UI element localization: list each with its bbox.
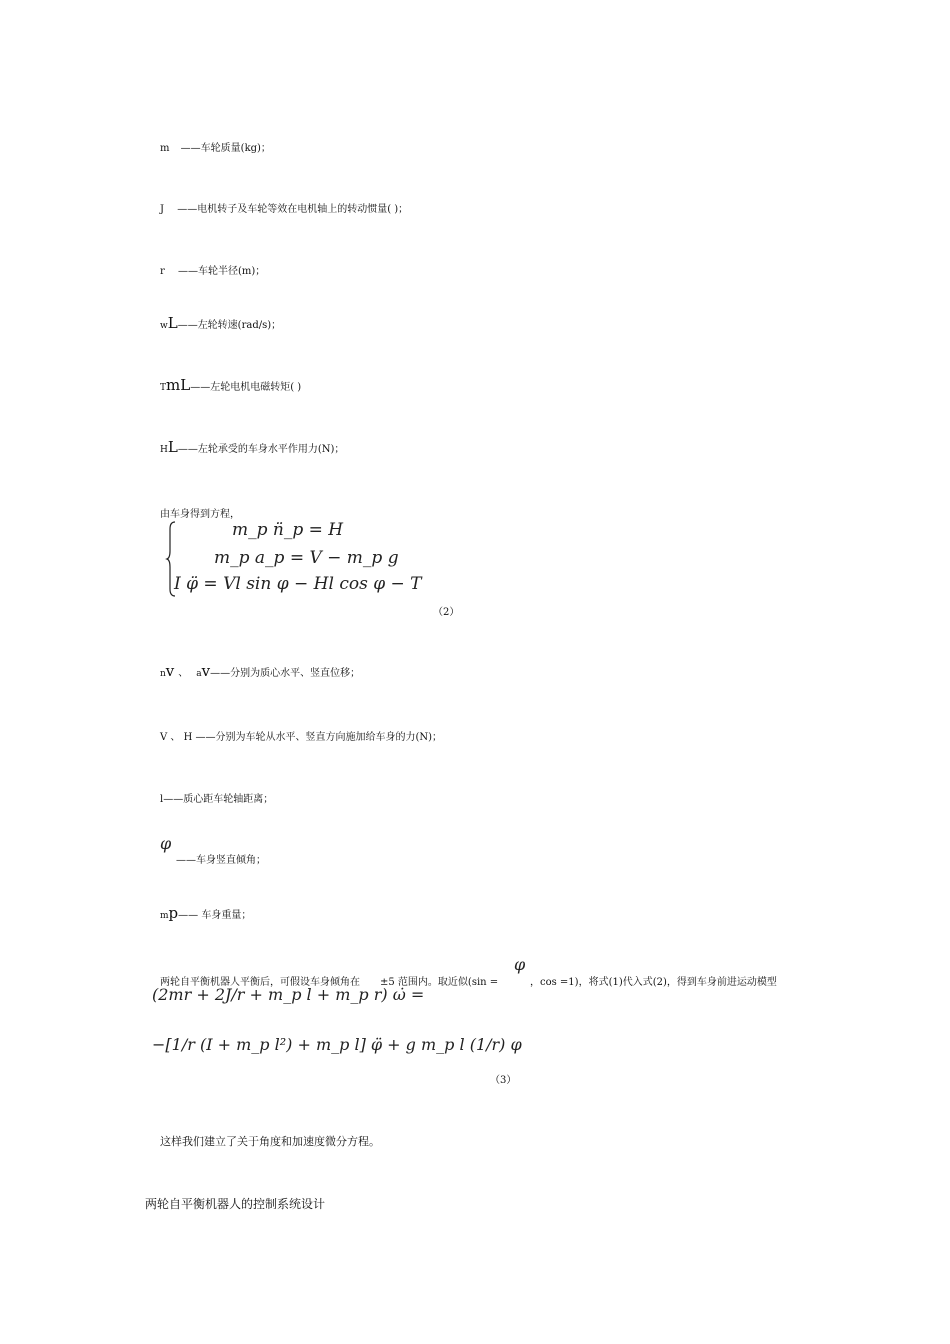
def-mp-symbol: p — [168, 904, 179, 922]
def-mp-prefix: m — [160, 911, 169, 921]
def-wl-symbol: L — [167, 314, 178, 332]
def-j — [160, 200, 408, 215]
def-av-symbol: v — [201, 662, 211, 680]
conclusion — [160, 1133, 380, 1149]
eq2-intro-text: 由车身得到方程， — [160, 509, 240, 520]
def-mp-text: —— 车身重量； — [178, 910, 252, 921]
def-r — [160, 262, 265, 277]
def-nv-prefix: n — [160, 669, 166, 679]
def-hl-symbol: L — [167, 438, 178, 456]
eq3-number: （3） — [490, 1075, 517, 1086]
eq2-line3: I φ̈ = Vl sin φ − Hl cos φ − T — [174, 574, 422, 594]
def-phi-symbol: φ — [160, 834, 172, 853]
conclusion-text: 这样我们建立了关于角度和加速度微分方程。 — [160, 1135, 380, 1148]
para3-mid-text: ±5 范围内。取近似(sin = — [380, 977, 499, 988]
def-m — [160, 139, 271, 154]
eq2-line1: m_p n̈_p = H — [232, 520, 344, 540]
def-phi — [176, 851, 266, 866]
def-tml-text: ——左轮电机电磁转矩( ) — [190, 382, 302, 393]
def-l-text: l——质心距车轮轴距离； — [160, 794, 274, 805]
eq3-line2: −[1/r (I + m_p l²) + m_p l] φ̈ + g m_p l (1/r) φ — [152, 1035, 522, 1054]
def-tml-prefix: T — [160, 383, 167, 393]
eq2-number: （2） — [433, 607, 460, 618]
para3-start — [160, 973, 360, 988]
def-tml-symbol: mL — [166, 376, 191, 394]
def-wl-text: ——左轮转速(rad/s)； — [177, 320, 282, 331]
def-j-symbol: J — [160, 204, 165, 215]
def-wl — [160, 314, 281, 332]
def-hl — [160, 438, 344, 456]
def-m-symbol: m — [160, 143, 170, 154]
def-nv-text: ——分别为质心水平、竖直位移； — [210, 668, 361, 679]
def-l — [160, 790, 273, 805]
def-vh — [160, 728, 442, 743]
eq2-line2: m_p a_p = V − m_p g — [214, 548, 399, 568]
eq3-line1: (2mr + 2J/r + m_p l + m_p r) ω̇ = — [152, 985, 425, 1004]
para3-start-text: 两轮自平衡机器人平衡后，可假设车身倾角在 — [160, 977, 360, 988]
def-av-prefix: a — [196, 669, 202, 679]
def-m-text: ——车轮质量(kg)； — [180, 143, 271, 154]
def-wl-prefix: w — [160, 321, 168, 331]
def-hl-prefix: H — [160, 445, 168, 455]
def-r-text: ——车轮半径(m)； — [177, 266, 266, 277]
para3-phi-symbol: φ — [514, 955, 526, 974]
def-j-text: ——电机转子及车轮等效在电机轴上的转动惯量( )； — [177, 204, 409, 215]
def-mp — [160, 904, 251, 922]
para3-end-text: ，cos =1)，将式(1)代入式(2)，得到车身前进运动模型 — [530, 977, 777, 988]
def-tml — [160, 376, 301, 394]
document-footer: 两轮自平衡机器人的控制系统设计 — [145, 1197, 326, 1211]
def-phi-text: ——车身竖直倾角； — [176, 855, 266, 866]
def-nv-av — [160, 662, 360, 680]
def-r-symbol: r — [160, 266, 165, 277]
def-hl-text: ——左轮承受的车身水平作用力(N)； — [177, 444, 345, 455]
para3-end — [530, 973, 777, 988]
def-nv-separator: 、 — [178, 668, 189, 679]
eq2-intro — [160, 505, 240, 520]
def-nv-symbol: v — [165, 662, 175, 680]
def-vh-text: V 、 H ——分别为车轮从水平、竖直方向施加给车身的力(N)； — [160, 732, 443, 743]
